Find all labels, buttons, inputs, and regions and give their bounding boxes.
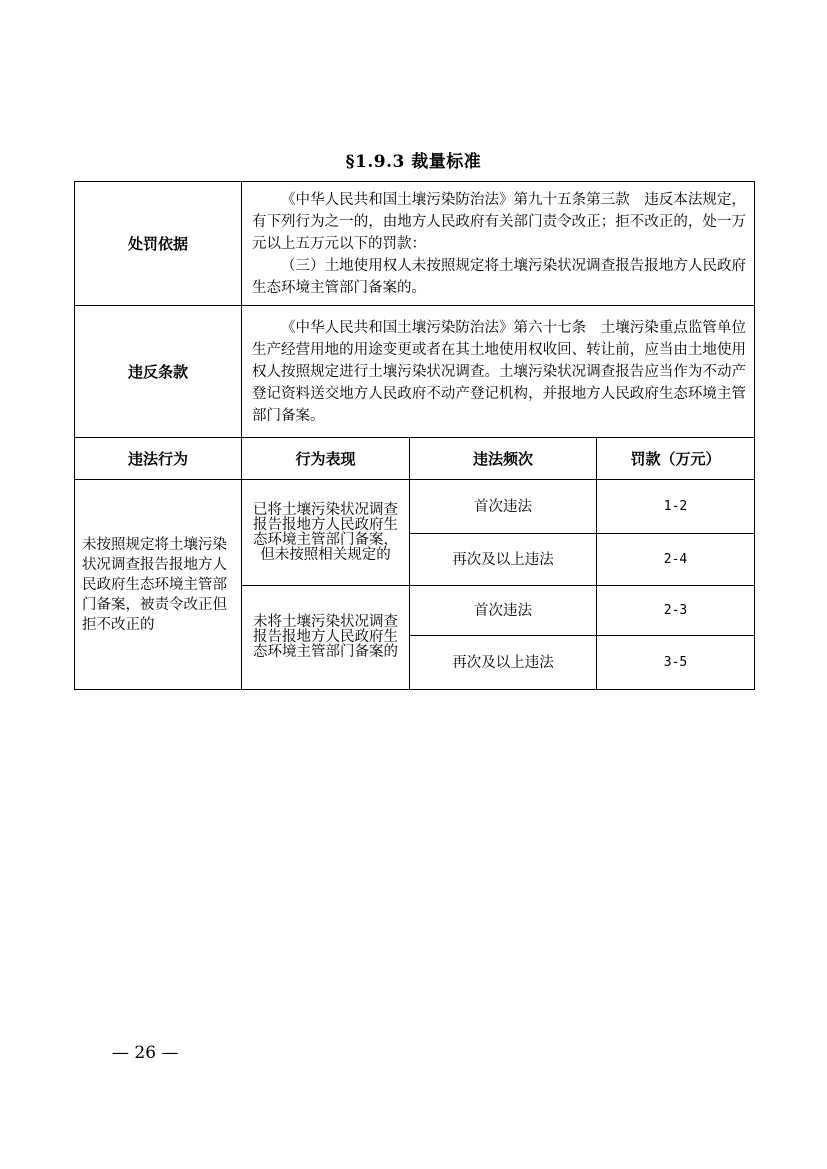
frequency-cell: 首次违法 [410,586,597,636]
article-content [242,306,755,438]
page-number: — 26 — [112,1043,179,1063]
manifestation-cell-1: 已将土壤污染状况调查报告报地方人民政府生态环境主管部门备案，但未按照相关规定的 [242,480,410,586]
frequency-cell: 首次违法 [410,480,597,534]
article-row [75,306,755,438]
article-label: 违反条款 [75,306,242,438]
header-row [75,438,755,480]
behavior-cell: 未按照规定将土壤污染状况调查报告报地方人民政府生态环境主管部门备案，被责令改正但拒不改正的 [75,480,242,690]
basis-paragraph-1: 《中华人民共和国土壤污染防治法》第九十五条第三款 违反本法规定，有下列行为之一的，由地方人民政府有关部门责令改正；拒不改正的，处一万元以上五万元以下的罚款： [252,191,746,252]
section-title: §1.9.3 裁量标准 [345,152,482,172]
basis-content [242,182,755,306]
header-manifestation: 行为表现 [242,438,410,480]
basis-row [75,182,755,306]
penalty-standard-table [74,181,755,690]
frequency-cell: 再次及以上违法 [410,534,597,586]
header-frequency: 违法频次 [410,438,597,480]
fine-cell: 1-2 [597,480,755,534]
article-paragraph-1: 《中华人民共和国土壤污染防治法》第六十七条 土壤污染重点监管单位生产经营用地的用途变更或者在其土地使用权收回、转让前，应当由土地使用权人按照规定进行土壤污染状况调查。土壤污染状况调查报告应当作为不动产登记资料送交地方人民政府不动产登记机构，并报地方人民政府生态环境主管部门备案。 [252,319,746,424]
basis-paragraph-2: （三）土地使用权人未按照规定将土壤污染状况调查报告报地方人民政府生态环境主管部门备案的。 [252,257,746,296]
table-row [75,480,755,534]
header-behavior: 违法行为 [75,438,242,480]
fine-cell: 2-3 [597,586,755,636]
fine-cell: 3-5 [597,636,755,690]
fine-cell: 2-4 [597,534,755,586]
manifestation-cell-2: 未将土壤污染状况调查报告报地方人民政府生态环境主管部门备案的 [242,586,410,690]
header-fine: 罚款（万元） [597,438,755,480]
basis-label: 处罚依据 [75,182,242,306]
frequency-cell: 再次及以上违法 [410,636,597,690]
